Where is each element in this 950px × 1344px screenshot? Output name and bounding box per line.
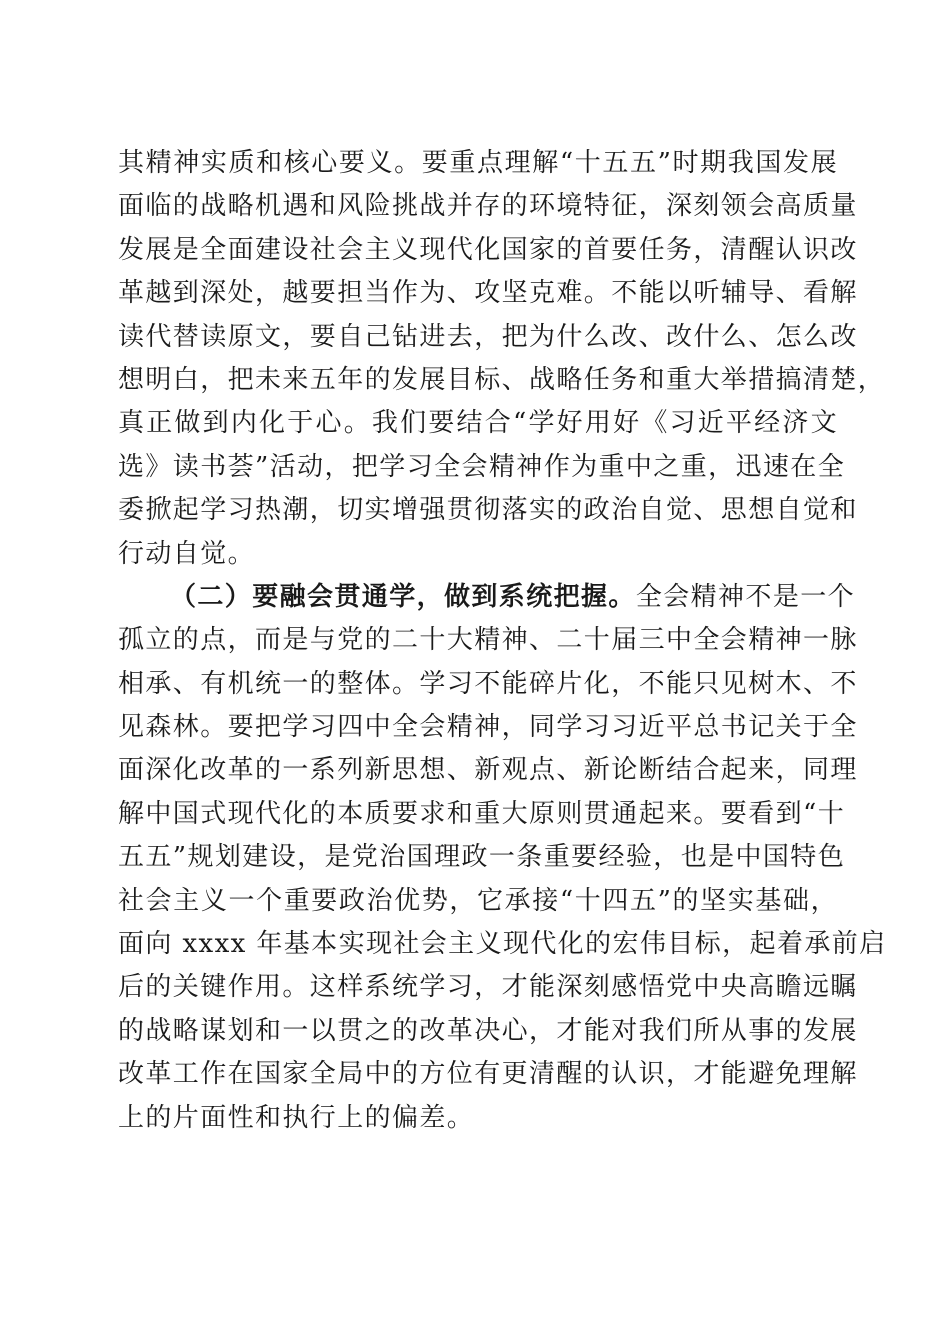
paragraph-2-line: 面向 xxxx 年基本实现社会主义现代化的宏伟目标，起着承前启 — [118, 929, 887, 960]
paragraph-2-line: 的战略谋划和一以贯之的改革决心，才能对我们所从事的发展 — [118, 1015, 858, 1046]
paragraph-1-line: 面临的战略机遇和风险挑战并存的环境特征，深刻领会高质量 — [118, 191, 858, 222]
paragraph-1-line: 读代替读原文，要自己钻进去，把为什么改、改什么、怎么改 — [118, 321, 858, 352]
paragraph-2 — [118, 576, 887, 1140]
paragraph-1-line: 行动自觉。 — [118, 538, 256, 569]
paragraph-2-line: 解中国式现代化的本质要求和重大原则贯通起来。要看到“十 — [118, 798, 846, 829]
section-heading: （二）要融会贯通学，做到系统把握。 — [170, 581, 636, 612]
paragraph-1-line: 想明白，把未来五年的发展目标、战略任务和重大举措搞清楚， — [118, 364, 886, 395]
paragraph-2-line: 相承、有机统一的整体。学习不能碎片化，不能只见树木、不 — [118, 668, 858, 699]
paragraph-2-line: 改革工作在国家全局中的方位有更清醒的认识，才能避免理解 — [118, 1059, 858, 1090]
paragraph-1-line: 发展是全面建设社会主义现代化国家的首要任务，清醒认识改 — [118, 234, 858, 265]
paragraph-1-line: 其精神实质和核心要义。要重点理解“十五五”时期我国发展 — [118, 148, 838, 178]
paragraph-2-line: 五五”规划建设，是党治国理政一条重要经验，也是中国特色 — [118, 842, 846, 873]
document-body — [118, 142, 887, 1140]
paragraph-1-line: 委掀起学习热潮，切实增强贯彻落实的政治自觉、思想自觉和 — [118, 495, 858, 526]
paragraph-2-line: 孤立的点，而是与党的二十大精神、二十届三中全会精神一脉 — [118, 625, 858, 656]
paragraph-2-line: 见森林。要把学习四中全会精神，同学习习近平总书记关于全 — [118, 712, 858, 743]
paragraph-1-line: 真正做到内化于心。我们要结合“学好用好《习近平经济文 — [118, 408, 838, 439]
paragraph-1-line: 革越到深处，越要担当作为、攻坚克难。不能以听辅导、看解 — [118, 278, 858, 309]
paragraph-1-line: 选》读书荟”活动，把学习全会精神作为重中之重，迅速在全 — [118, 451, 846, 482]
paragraph-1 — [118, 142, 886, 576]
paragraph-2-line: 面深化改革的一系列新思想、新观点、新论断结合起来，同理 — [118, 755, 858, 786]
paragraph-2-line: 上的片面性和执行上的偏差。 — [118, 1102, 475, 1133]
paragraph-2-first-line-text: 全会精神不是一个 — [635, 581, 856, 612]
paragraph-2-line: 后的关键作用。这样系统学习，才能深刻感悟党中央高瞻远瞩 — [118, 972, 858, 1003]
paragraph-2-line: 社会主义一个重要政治优势，它承接“十四五”的坚实基础， — [118, 885, 838, 916]
paragraph-2-first-line — [118, 576, 856, 619]
